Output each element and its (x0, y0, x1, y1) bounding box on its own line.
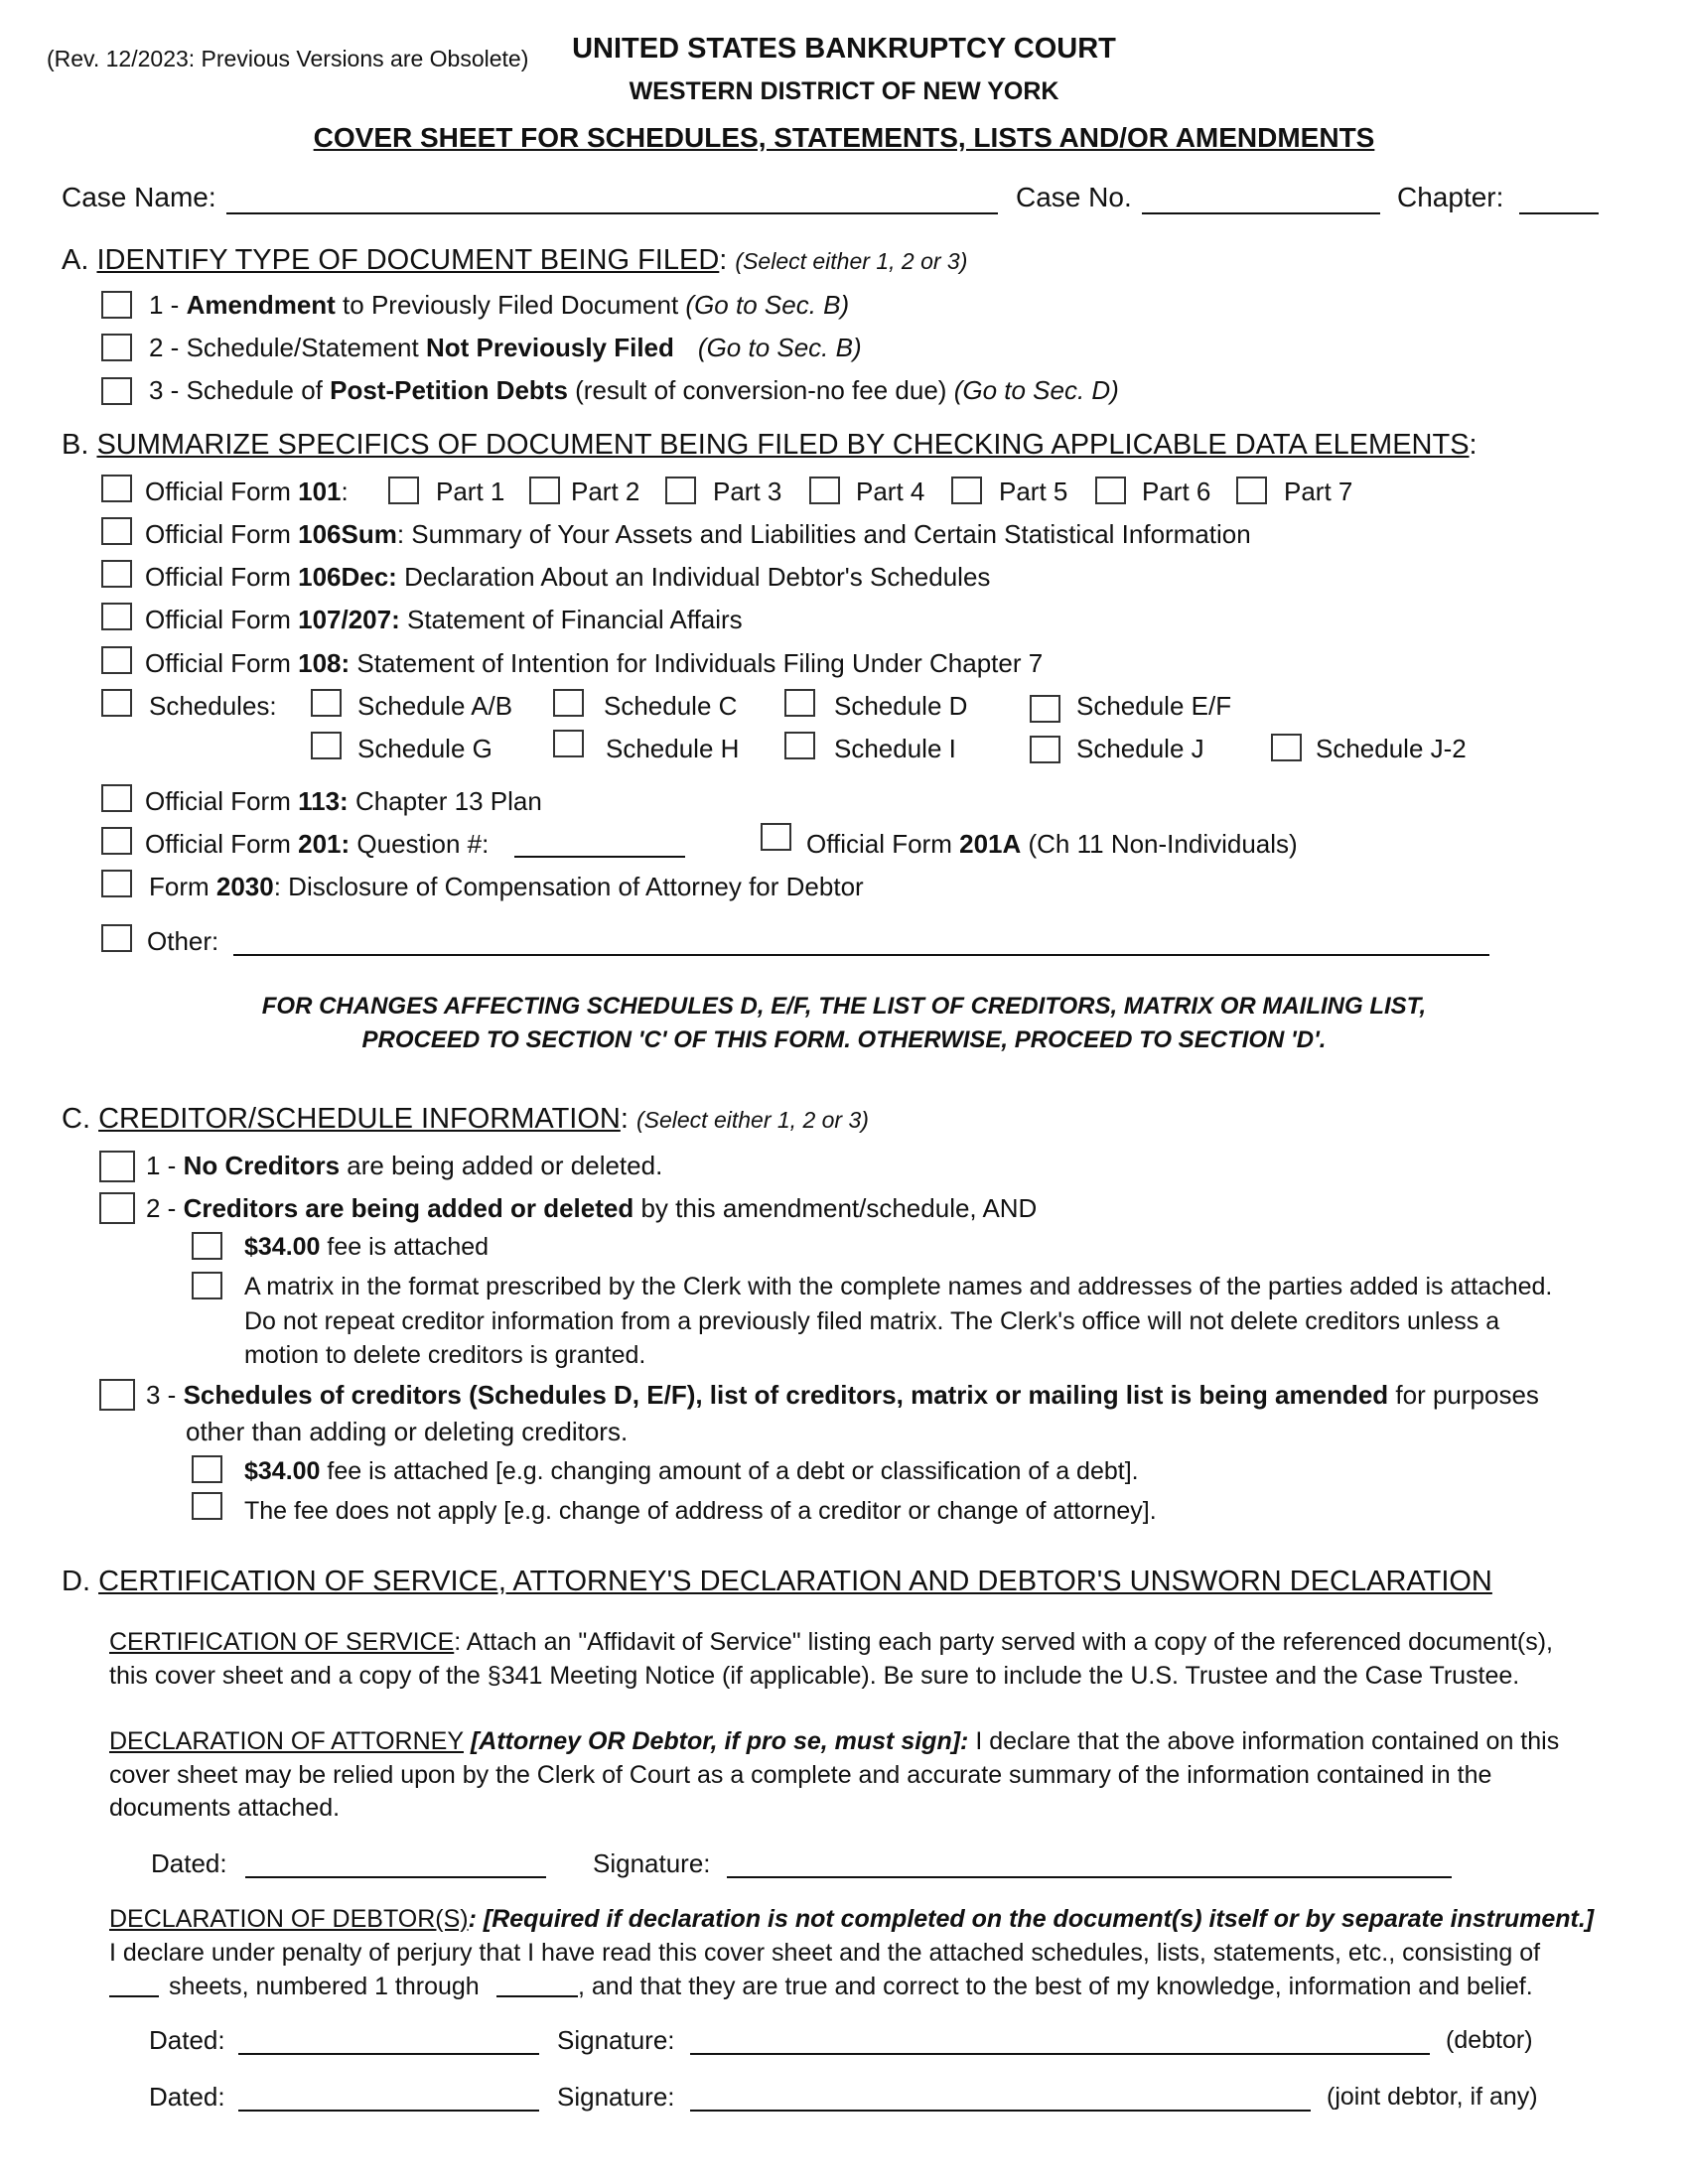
section-a-heading (62, 244, 967, 277)
form-2030-prefix: Form (149, 872, 216, 901)
part-7-label: Part 7 (1284, 477, 1353, 506)
option-amendment-prefix: 1 - (149, 290, 187, 320)
checkbox-no-creditors[interactable] (99, 1151, 135, 1182)
option-schedules-amended-rest: for purposes (1388, 1380, 1539, 1410)
section-a-title: IDENTIFY TYPE OF DOCUMENT BEING FILED (96, 244, 720, 276)
checkbox-part-4[interactable] (809, 477, 840, 504)
case-name-field[interactable] (226, 212, 998, 214)
option-amendment-goto: (Go to Sec. B) (685, 290, 850, 320)
sheets-count-field[interactable] (109, 1995, 159, 1997)
attorney-dated-label: Dated: (151, 1848, 227, 1878)
option-ppd-rest: (result of conversion-no fee due) (567, 375, 954, 405)
court-name: UNITED STATES BANKRUPTCY COURT (572, 33, 1116, 65)
part-5-label: Part 5 (999, 477, 1068, 506)
attorney-declaration-text: I declare that the above information contained on this (968, 1727, 1560, 1755)
checkbox-fee-attached-2[interactable] (192, 1232, 222, 1260)
section-d-heading (62, 1566, 1492, 1598)
option-amendment-bold: Amendment (186, 290, 336, 320)
form-106sum-number: 106Sum (298, 519, 397, 549)
checkbox-form-108[interactable] (101, 646, 132, 674)
form-101-prefix: Official Form (145, 477, 299, 506)
form-2030-number: 2030 (215, 872, 274, 901)
part-2-label: Part 2 (571, 477, 640, 506)
joint-dated-label: Dated: (149, 2082, 225, 2112)
schedule-ef-label: Schedule E/F (1076, 691, 1232, 721)
debtor-declaration-line-2: I declare under penalty of perjury that I have read this cover sheet and the attached schedules, lists, statements, etc., consisting of (109, 1939, 1541, 1967)
form-101-label (145, 477, 349, 507)
checkbox-schedule-h[interactable] (553, 730, 584, 757)
schedule-c-label: Schedule C (604, 691, 738, 721)
option-fee-attached-3 (244, 1457, 1139, 1486)
schedule-j2-label: Schedule J-2 (1316, 734, 1467, 763)
checkbox-form-2030[interactable] (101, 870, 132, 897)
checkbox-fee-not-apply[interactable] (192, 1492, 222, 1520)
section-a-colon: : (719, 244, 728, 276)
page-title: COVER SHEET FOR SCHEDULES, STATEMENTS, LISTS AND/OR AMENDMENTS (313, 122, 1375, 153)
form-2030-label (149, 872, 864, 902)
fee-amount-2: $34.00 (244, 1233, 321, 1261)
fee-attached-3-rest: fee is attached [e.g. changing amount of a debt or classification of a debt]. (320, 1457, 1139, 1485)
form-106sum-label (145, 519, 1251, 550)
section-a-note: (Select either 1, 2 or 3) (735, 248, 968, 274)
joint-debtor-suffix: (joint debtor, if any) (1327, 2083, 1538, 2111)
checkbox-schedule-j[interactable] (1030, 736, 1060, 763)
certification-line-2: this cover sheet and a copy of the §341 Meeting Notice (if applicable). Be sure to include the U.S. Trustee and the Case Trustee. (109, 1662, 1520, 1690)
checkbox-form-201a[interactable] (761, 823, 791, 851)
checkbox-part-6[interactable] (1095, 477, 1126, 504)
checkbox-not-previously-filed[interactable] (101, 334, 132, 361)
option-fee-attached-2 (244, 1233, 489, 1262)
joint-dated-field[interactable] (238, 2110, 539, 2112)
attorney-dated-field[interactable] (245, 1876, 546, 1878)
checkbox-creditors-added[interactable] (99, 1192, 135, 1224)
schedule-i-label: Schedule I (834, 734, 956, 763)
form-2030-desc: : Disclosure of Compensation of Attorney for Debtor (273, 872, 864, 901)
option-npf-prefix: 2 - Schedule/Statement (149, 333, 426, 362)
section-d-title: CERTIFICATION OF SERVICE, ATTORNEY'S DECLARATION AND DEBTOR'S UNSWORN DECLARATION (98, 1566, 1492, 1597)
sheets-through-field[interactable] (496, 1995, 578, 1997)
form-201-number: 201: (298, 829, 351, 859)
section-b-colon: : (1469, 429, 1477, 461)
chapter-label: Chapter: (1397, 182, 1504, 212)
form-107-desc: Statement of Financial Affairs (399, 605, 743, 634)
checkbox-schedules-amended[interactable] (99, 1379, 135, 1411)
section-d-letter: D. (62, 1566, 90, 1597)
attorney-declaration-line-2: cover sheet may be relied upon by the Clerk of Court as a complete and accurate summary of the information contained in the (109, 1761, 1492, 1789)
debtor-dated-label: Dated: (149, 2025, 225, 2055)
other-label: Other: (147, 926, 219, 956)
matrix-line-2: Do not repeat creditor information from a previously filed matrix. The Clerk's office will not delete creditors unless a (244, 1307, 1500, 1335)
option-amendment (149, 290, 849, 321)
debtor-signature-label: Signature: (557, 2025, 675, 2055)
form-106dec-label (145, 562, 990, 593)
form-107-label (145, 605, 743, 635)
case-number-field[interactable] (1142, 212, 1380, 214)
form-113-desc: Chapter 13 Plan (348, 786, 542, 816)
checkbox-schedule-ef[interactable] (1030, 695, 1060, 723)
attorney-declaration-line-1 (109, 1727, 1559, 1756)
checkbox-part-1[interactable] (388, 477, 419, 504)
checkbox-form-106sum[interactable] (101, 517, 132, 545)
form-106dec-number: 106Dec: (298, 562, 397, 592)
district-name: WESTERN DISTRICT OF NEW YORK (629, 77, 1059, 105)
form-108-prefix: Official Form (145, 648, 299, 678)
attorney-declaration-label: DECLARATION OF ATTORNEY (109, 1727, 464, 1755)
checkbox-part-7[interactable] (1236, 477, 1267, 504)
checkbox-form-201[interactable] (101, 827, 132, 855)
form-106sum-prefix: Official Form (145, 519, 299, 549)
other-field[interactable] (233, 954, 1489, 956)
section-b-title: SUMMARIZE SPECIFICS OF DOCUMENT BEING FILED BY CHECKING APPLICABLE DATA ELEMENTS (96, 429, 1470, 461)
section-c-letter: C. (62, 1103, 90, 1135)
option-amendment-rest: to Previously Filed Document (335, 290, 686, 320)
form-107-number: 107/207: (298, 605, 400, 634)
option-creditors-added-bold: Creditors are being added or deleted (183, 1193, 634, 1223)
option-creditors-added-rest: by this amendment/schedule, AND (633, 1193, 1038, 1223)
checkbox-form-101[interactable] (101, 475, 132, 502)
certification-label: CERTIFICATION OF SERVICE (109, 1628, 455, 1656)
schedules-label: Schedules: (149, 691, 277, 721)
option-ppd-prefix: 3 - Schedule of (149, 375, 331, 405)
section-c-note: (Select either 1, 2 or 3) (635, 1107, 869, 1133)
form-101-number: 101 (298, 477, 342, 506)
option-fee-not-apply: The fee does not apply [e.g. change of address of a creditor or change of attorney]. (244, 1497, 1157, 1525)
schedule-ab-label: Schedule A/B (357, 691, 513, 721)
attorney-signature-field[interactable] (727, 1876, 1452, 1878)
attorney-declaration-line-3: documents attached. (109, 1794, 341, 1822)
option-post-petition-debts (149, 375, 1119, 406)
form-107-prefix: Official Form (145, 605, 299, 634)
form-101-colon: : (341, 477, 349, 506)
form-201-prefix: Official Form (145, 829, 299, 859)
debtor-dated-field[interactable] (238, 2053, 539, 2055)
form-108-number: 108: (298, 648, 351, 678)
part-1-label: Part 1 (436, 477, 505, 506)
fee-attached-2-rest: fee is attached (320, 1233, 490, 1261)
option-npf-goto: (Go to Sec. B) (697, 333, 862, 362)
revision-note: (Rev. 12/2023: Previous Versions are Obsolete) (47, 46, 529, 71)
checkbox-part-2[interactable] (529, 477, 560, 504)
section-b-letter: B. (62, 429, 89, 461)
form-108-label (145, 648, 1043, 679)
checkbox-matrix-attached[interactable] (192, 1272, 222, 1299)
option-no-creditors-rest: are being added or deleted. (340, 1151, 663, 1180)
joint-signature-field[interactable] (690, 2110, 1311, 2112)
instruction-line-1: FOR CHANGES AFFECTING SCHEDULES D, E/F, THE LIST OF CREDITORS, MATRIX OR MAILING LIST, (261, 993, 1427, 1020)
checkbox-form-107[interactable] (101, 603, 132, 630)
section-b-heading (62, 429, 1477, 462)
section-c-title: CREDITOR/SCHEDULE INFORMATION (98, 1103, 621, 1135)
debtor-declaration-label: DECLARATION OF DEBTOR(S) (109, 1905, 469, 1933)
matrix-line-3: motion to delete creditors is granted. (244, 1341, 646, 1369)
debtor-declaration-line-3b: , and that they are true and correct to the best of my knowledge, information and belief. (578, 1973, 1533, 2000)
checkbox-schedules[interactable] (101, 689, 132, 717)
checkbox-schedule-ab[interactable] (311, 689, 342, 717)
form-113-prefix: Official Form (145, 786, 299, 816)
checkbox-part-5[interactable] (951, 477, 982, 504)
form-201a-prefix: Official Form (806, 829, 960, 859)
checkbox-fee-attached-3[interactable] (192, 1455, 222, 1483)
checkbox-other[interactable] (101, 924, 132, 952)
option-no-creditors (146, 1151, 662, 1181)
section-a-letter: A. (62, 244, 89, 276)
checkbox-amendment[interactable] (101, 291, 132, 319)
debtor-signature-field[interactable] (690, 2053, 1430, 2055)
option-npf-bold: Not Previously Filed (425, 333, 674, 362)
option-schedules-amended-prefix: 3 - (146, 1380, 184, 1410)
form-106dec-desc: Declaration About an Individual Debtor's Schedules (396, 562, 991, 592)
form-201a-desc: (Ch 11 Non-Individuals) (1021, 829, 1298, 859)
case-number-label: Case No. (1016, 182, 1132, 212)
attorney-declaration-note: [Attorney OR Debtor, if pro se, must sign]: (464, 1727, 969, 1755)
debtor-declaration-line-1 (109, 1905, 1594, 1934)
schedule-d-label: Schedule D (834, 691, 968, 721)
checkbox-schedule-i[interactable] (784, 732, 815, 759)
joint-signature-label: Signature: (557, 2082, 675, 2112)
form-106dec-prefix: Official Form (145, 562, 299, 592)
matrix-line-1: A matrix in the format prescribed by the Clerk with the complete names and addresses of the parties added is attached. (244, 1273, 1553, 1300)
debtor-suffix: (debtor) (1446, 2026, 1533, 2054)
section-c-colon: : (620, 1103, 629, 1135)
checkbox-form-113[interactable] (101, 784, 132, 812)
option-no-creditors-bold: No Creditors (183, 1151, 341, 1180)
option-no-creditors-prefix: 1 - (146, 1151, 184, 1180)
option-ppd-bold: Post-Petition Debts (330, 375, 568, 405)
schedule-g-label: Schedule G (357, 734, 492, 763)
attorney-signature-label: Signature: (593, 1848, 711, 1878)
form-113-number: 113: (298, 786, 349, 816)
checkbox-schedule-d[interactable] (784, 689, 815, 717)
checkbox-part-3[interactable] (665, 477, 696, 504)
option-creditors-added (146, 1193, 1037, 1224)
part-6-label: Part 6 (1142, 477, 1211, 506)
option-schedules-amended-bold: Schedules of creditors (Schedules D, E/F), list of creditors, matrix or mailing list is being amended (183, 1380, 1389, 1410)
part-4-label: Part 4 (856, 477, 925, 506)
certification-text: : Attach an "Affidavit of Service" listing each party served with a copy of the referenced document(s), (454, 1628, 1554, 1656)
form-201a-number: 201A (959, 829, 1022, 859)
option-ppd-goto: (Go to Sec. D) (953, 375, 1119, 405)
checkbox-form-106dec[interactable] (101, 560, 132, 588)
option-creditors-added-prefix: 2 - (146, 1193, 184, 1223)
option-schedules-amended-line-2: other than adding or deleting creditors. (186, 1417, 629, 1446)
checkbox-schedule-j2[interactable] (1271, 734, 1302, 761)
section-c-heading (62, 1103, 869, 1136)
option-not-previously-filed (149, 333, 862, 363)
fee-amount-3: $34.00 (244, 1457, 321, 1485)
schedule-h-label: Schedule H (606, 734, 740, 763)
checkbox-schedule-g[interactable] (311, 732, 342, 759)
debtor-declaration-line-3a: sheets, numbered 1 through (169, 1973, 480, 2000)
form-201-question: Question #: (350, 829, 490, 859)
checkbox-post-petition-debts[interactable] (101, 377, 132, 405)
form-108-desc: Statement of Intention for Individuals Filing Under Chapter 7 (350, 648, 1044, 678)
form-201a-label (806, 829, 1298, 860)
form-106sum-desc: : Summary of Your Assets and Liabilities and Certain Statistical Information (396, 519, 1251, 549)
schedule-j-label: Schedule J (1076, 734, 1204, 763)
checkbox-schedule-c[interactable] (553, 689, 584, 717)
option-schedules-amended (146, 1380, 1539, 1411)
debtor-declaration-note: : [Required if declaration is not completed on the document(s) itself or by separate instrument.] (468, 1905, 1595, 1933)
case-name-label: Case Name: (62, 182, 216, 212)
instruction-line-2: PROCEED TO SECTION 'C' OF THIS FORM. OTHERWISE, PROCEED TO SECTION 'D'. (361, 1026, 1327, 1053)
chapter-field[interactable] (1519, 212, 1599, 214)
question-number-field[interactable] (514, 856, 685, 858)
part-3-label: Part 3 (713, 477, 782, 506)
form-201-label (145, 829, 489, 860)
certification-line-1 (109, 1628, 1553, 1657)
form-113-label (145, 786, 542, 817)
